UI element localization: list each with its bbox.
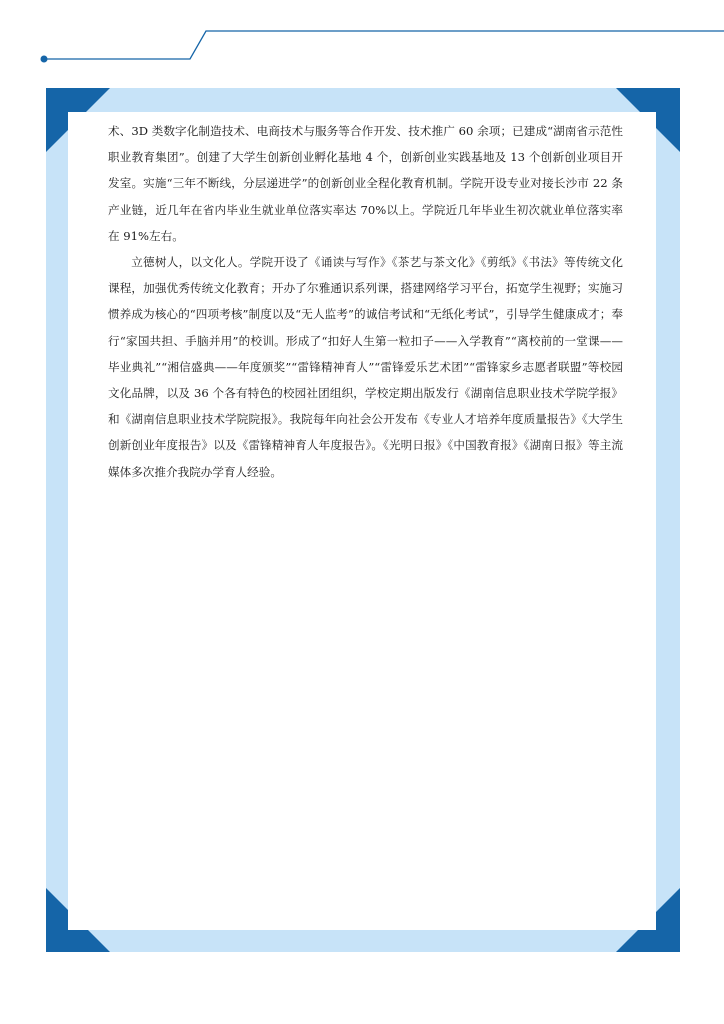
body-text (108, 118, 623, 485)
header-line (44, 31, 724, 59)
header-decoration (0, 0, 724, 80)
paragraph-employment: 术、3D 类数字化制造技术、电商技术与服务等合作开发、技术推广 60 余项；已建成“湖南省示范性职业教育集团”。创建了大学生创新创业孵化基地 4 个，创新创业实践基地及 13 个创新创业项目开发室。实施“三年不断线，分层递进学”的创新创业全程化教育机制。学院开设专业对接长沙市 22 条产业链，近几年在省内毕业生就业单位落实率达 70%以上。学院近几年毕业生初次就业单位落实率在 91%左右。 (108, 124, 623, 243)
paragraph-culture: 立德树人，以文化人。学院开设了《诵读与写作》《茶艺与茶文化》《剪纸》《书法》等传统文化课程，加强优秀传统文化教育；开办了尔雅通识系列课，搭建网络学习平台，拓宽学生视野；实施习惯养成为核心的“四项考核”制度以及“无人监考”的诚信考试和“无纸化考试”，引导学生健康成才；奉行“家国共担、手脑并用”的校训。形成了“扣好人生第一粒扣子——入学教育”“离校前的一堂课——毕业典礼”“湘信盛典——年度颁奖”“雷锋精神育人”“雷锋爱乐艺术团”“雷锋家乡志愿者联盟”等校园文化品牌，以及 36 个各有特色的校园社团组织，学校定期出版发行《湖南信息职业技术学院学报》和《湖南信息职业技术学院院报》。我院每年向社会公开发布《专业人才培养年度质量报告》《大学生创新创业年度报告》以及《雷锋精神育人年度报告》。《光明日报》《中国教育报》《湖南日报》等主流媒体多次推介我院办学育人经验。 (108, 255, 623, 479)
